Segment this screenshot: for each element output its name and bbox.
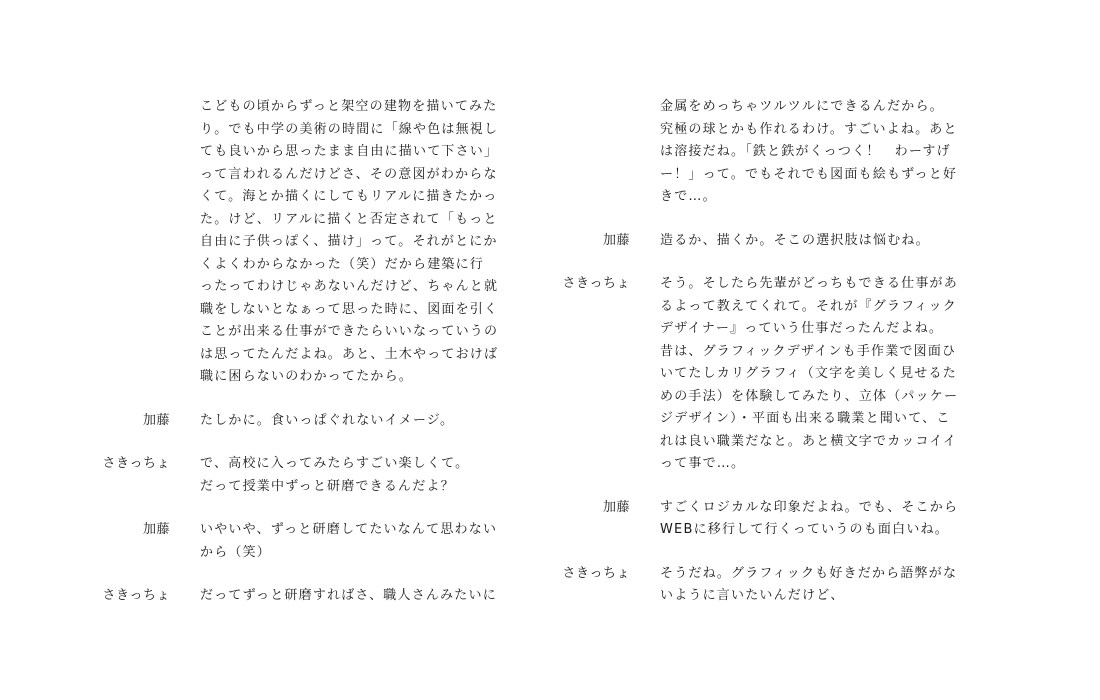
text-line: WEBに移行して行くっていうのも面白いね。 <box>660 522 949 537</box>
speaker-name: さきっちょ <box>102 588 170 603</box>
text-line: いように言いたいんだけど、 <box>660 588 845 603</box>
dialogue-entry <box>90 519 510 564</box>
text-line: ジデザイン）・平面も出来る職業と聞いて、こ <box>660 411 951 426</box>
text-line: 金属をめっちゃツルツルにできるんだから。 <box>660 99 944 114</box>
text-line: るよって教えてくれて。それが『グラフィック <box>660 298 957 314</box>
speaker-name: 加藤 <box>142 412 170 428</box>
dialogue-text <box>200 410 505 433</box>
text-line: で、高校に入ってみたらすごい楽しくて。 <box>200 456 470 471</box>
left-column <box>90 96 510 608</box>
text-line: ても良いから思ったまま自由に描いて下さい」 <box>200 144 499 159</box>
text-line: って事で…。 <box>660 456 746 471</box>
text-line: くて。海とか描くにしてもリアルに描きたかっ <box>200 189 498 204</box>
text-line: は思ってたんだよね。あと、土木やっておけば <box>200 346 499 362</box>
text-line: 職に困らないのわかってたから。 <box>200 369 414 384</box>
speaker-name: 加藤 <box>602 232 630 248</box>
text-line: こどもの頃からずっと架空の建物を描いてみた <box>200 99 498 114</box>
speaker-name: さきっちょ <box>562 565 630 581</box>
text-line: れは良い職業だなと。あと横文字でカッコイイ <box>660 433 958 449</box>
dialogue-entry <box>90 453 510 498</box>
dialogue-entry <box>550 273 970 476</box>
speaker-name: 加藤 <box>142 522 170 537</box>
text-line: ー！」って。でもそれでも図面も絵もずっと好 <box>660 166 958 182</box>
text-line: めの手法）を体験してみたり、立体（パッケー <box>660 388 959 404</box>
dialogue-text <box>200 96 505 389</box>
text-line: デザイナー』っていう仕事だったんだよね。 <box>660 321 944 336</box>
dialogue-text <box>660 96 965 209</box>
dialogue-text <box>660 563 965 608</box>
dialogue-text <box>200 585 505 608</box>
text-line: ことが出来る仕事ができたらいいなっていうの <box>200 324 499 339</box>
text-line: だってずっと研磨すればさ、職人さんみたいに <box>200 588 497 603</box>
text-line: くよくわからなかった（笑）だから建築に行 <box>200 256 485 272</box>
text-line: だって授業中ずっと研磨できるんだよ？ <box>200 478 455 494</box>
text-line: って言われるんだけどさ、その意図がわからな <box>200 166 498 182</box>
dialogue-entry <box>90 96 510 389</box>
text-line: 造るか、描くか。そこの選択肢は悩むね。 <box>660 232 930 248</box>
text-line: 究極の球とかも作れるわけ。すごいよね。あと <box>660 121 958 137</box>
text-line: た。けど、リアルに描くと否定されて「もっと <box>200 211 498 227</box>
text-line: そう。そしたら先輩がどっちもできる仕事があ <box>660 276 958 291</box>
dialogue-entry <box>550 563 970 608</box>
dialogue-text <box>200 519 505 564</box>
text-line: すごくロジカルな印象だよね。でも、そこから <box>660 499 959 515</box>
text-line: きで…。 <box>660 189 717 204</box>
text-line: いやいや、ずっと研磨してたいなんて思わない <box>200 522 498 537</box>
text-line: 職をしないとなぁって思った時に、図面を引く <box>200 301 499 317</box>
speaker-name: さきっちょ <box>102 456 170 471</box>
dialogue-text <box>660 230 965 253</box>
text-line: り。でも中学の美術の時間に「線や色は無視し <box>200 121 499 137</box>
dialogue-entry <box>90 410 510 433</box>
text-line: ったってわけじゃあないんだけど、ちゃんと就 <box>200 279 499 294</box>
text-line: から（笑） <box>200 544 272 560</box>
text-line: たしかに。食いっぱぐれないイメージ。 <box>200 412 455 428</box>
dialogue-entry <box>550 230 970 253</box>
dialogue-text <box>660 273 965 476</box>
text-line: いてたしカリグラフィ（文字を美しく見せるた <box>660 366 957 381</box>
text-line: 昔は、グラフィックデザインも手作業で図面ひ <box>660 343 957 359</box>
dialogue-entry <box>550 497 970 542</box>
dialogue-entry <box>90 585 510 608</box>
text-line: そうだね。グラフィックも好きだから語弊がな <box>660 565 958 581</box>
dialogue-entry <box>550 96 970 209</box>
dialogue-text <box>200 453 505 498</box>
text-line: 自由に子供っぽく、描け」って。それがとにか <box>200 234 498 249</box>
dialogue-text <box>660 497 965 542</box>
speaker-name: さきっちょ <box>562 276 630 291</box>
text-line: は溶接だね。「鉄と鉄がくっつく！ わーすげ <box>660 144 951 159</box>
right-column <box>550 96 970 608</box>
speaker-name: 加藤 <box>602 499 630 515</box>
